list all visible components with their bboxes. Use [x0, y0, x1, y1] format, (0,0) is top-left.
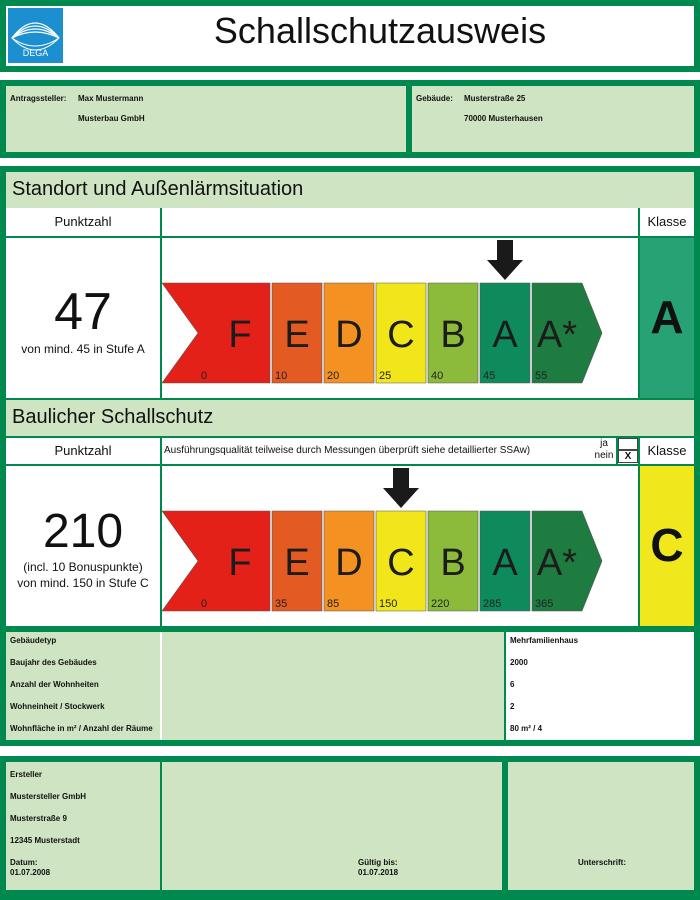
- issuer-street: Musterstraße 9: [10, 814, 67, 823]
- section2-score: 210: [42, 505, 124, 558]
- detail-value: 80 m² / 4: [510, 724, 543, 733]
- section1-score-note: von mind. 45 in Stufe A: [21, 342, 145, 356]
- scale-tick-label: 285: [483, 598, 502, 610]
- detail-value: 2000: [510, 658, 528, 667]
- details-table: [6, 632, 694, 740]
- scale-letter: F: [228, 542, 252, 584]
- issuer-date-label: Datum:: [10, 858, 38, 867]
- no-checkbox: X: [618, 450, 638, 463]
- section1-header: [6, 172, 694, 208]
- section2-score-header: Punktzahl: [6, 438, 160, 464]
- applicant-name: Max Mustermann: [78, 94, 144, 103]
- scale-tick-label: 45: [483, 370, 496, 382]
- scale-segment-f: [162, 511, 270, 611]
- detail-label: Wohnfläche in m² / Anzahl der Räume: [10, 724, 153, 733]
- detail-label: Gebäudetyp: [10, 636, 57, 645]
- section1-class: A: [650, 291, 684, 343]
- section2-title: Baulicher Schallschutz: [12, 406, 214, 428]
- signature-box: [508, 762, 694, 890]
- section1-class-box: [640, 238, 694, 398]
- section1-header-blank: [162, 208, 638, 236]
- scale-letter: C: [387, 542, 415, 584]
- scale-tick-label: 0: [201, 370, 208, 382]
- logo-text: DEGA: [22, 48, 49, 58]
- building-box: [412, 86, 694, 152]
- section1-title: Standort und Außenlärmsituation: [12, 178, 304, 200]
- yes-checkbox: [618, 438, 638, 450]
- scale-letter: E: [284, 542, 310, 584]
- scale-tick-label: 365: [535, 598, 554, 610]
- section1-scale: [162, 238, 638, 398]
- section1-score-header: Punktzahl: [6, 208, 160, 236]
- scale-tick-label: 35: [275, 598, 288, 610]
- scale-tick-label: 25: [379, 370, 392, 382]
- scale-letter: E: [284, 314, 310, 356]
- valid-date: 01.07.2018: [358, 868, 399, 877]
- details-divider: [160, 632, 162, 740]
- scale-tick-label: 40: [431, 370, 444, 382]
- section1-score: 47: [54, 283, 112, 341]
- section2-header: [6, 400, 694, 436]
- applicant-company: Musterbau GmbH: [78, 114, 145, 123]
- scale-tick-label: 10: [275, 370, 288, 382]
- issuer-box: [6, 762, 160, 890]
- building-label: Gebäude:: [416, 94, 453, 103]
- scale-tick-label: 150: [379, 598, 398, 610]
- detail-value: 2: [510, 702, 515, 711]
- detail-label: Wohneinheit / Stockwerk: [10, 702, 105, 711]
- yes-no-labels: [592, 438, 616, 464]
- issuer-company: Mustersteller GmbH: [10, 792, 87, 801]
- no-label: nein: [594, 450, 614, 461]
- issuer-city: 12345 Musterstadt: [10, 836, 80, 845]
- building-street: Musterstraße 25: [464, 94, 526, 103]
- issuer-label: Ersteller: [10, 770, 43, 779]
- scale-tick-label: 0: [201, 598, 208, 610]
- section2-class: C: [650, 519, 684, 571]
- signature-label: Unterschrift:: [578, 858, 627, 867]
- section2-class-box: [640, 466, 694, 626]
- detail-value: 6: [510, 680, 515, 689]
- scale-letter: D: [335, 314, 363, 356]
- scale-letter: A: [492, 542, 518, 584]
- scale-letter: D: [335, 542, 363, 584]
- section2-score-box: [6, 466, 160, 626]
- section2-quality-note: Ausführungsqualität teilweise durch Messungen überprüft siehe detaillierter SSAw): [162, 438, 592, 464]
- section1-score-box: [6, 238, 160, 398]
- issuer-date: 01.07.2008: [10, 868, 51, 877]
- valid-label: Gültig bis:: [358, 858, 398, 867]
- section2-scale: [162, 466, 638, 626]
- section2-score-note-2: von mind. 150 in Stufe C: [17, 576, 149, 590]
- yes-label: ja: [600, 438, 608, 449]
- scale-letter: C: [387, 314, 415, 356]
- scale-letter: A*: [536, 314, 578, 356]
- rating-arrow-icon: [487, 240, 523, 280]
- scale-letter: B: [440, 314, 466, 356]
- detail-label: Baujahr des Gebäudes: [10, 658, 97, 667]
- applicant-box: [6, 86, 406, 152]
- section2-scale-area: [162, 466, 638, 626]
- scale-tick-label: 220: [431, 598, 450, 610]
- scale-letter: A*: [536, 542, 578, 584]
- scale-letter: A: [492, 314, 518, 356]
- yes-no-checkboxes: [618, 438, 638, 464]
- building-city: 70000 Musterhausen: [464, 114, 543, 123]
- section1-scale-area: [162, 238, 638, 398]
- scale-tick-label: 85: [327, 598, 340, 610]
- scale-segment-f: [162, 283, 270, 383]
- scale-letter: B: [440, 542, 466, 584]
- section1-class-header: Klasse: [640, 208, 694, 236]
- dega-logo: [8, 8, 63, 63]
- detail-value: Mehrfamilienhaus: [510, 636, 579, 645]
- section2-score-note-1: (incl. 10 Bonuspunkte): [23, 560, 143, 574]
- section2-class-header: Klasse: [640, 438, 694, 464]
- page-title: Schallschutzausweis: [213, 10, 547, 51]
- validity-box: [162, 762, 502, 890]
- scale-letter: F: [228, 314, 252, 356]
- detail-label: Anzahl der Wohnheiten: [10, 680, 99, 689]
- rating-arrow-icon: [383, 468, 419, 508]
- scale-tick-label: 20: [327, 370, 340, 382]
- scale-tick-label: 55: [535, 370, 548, 382]
- applicant-label: Antragssteller:: [10, 94, 67, 103]
